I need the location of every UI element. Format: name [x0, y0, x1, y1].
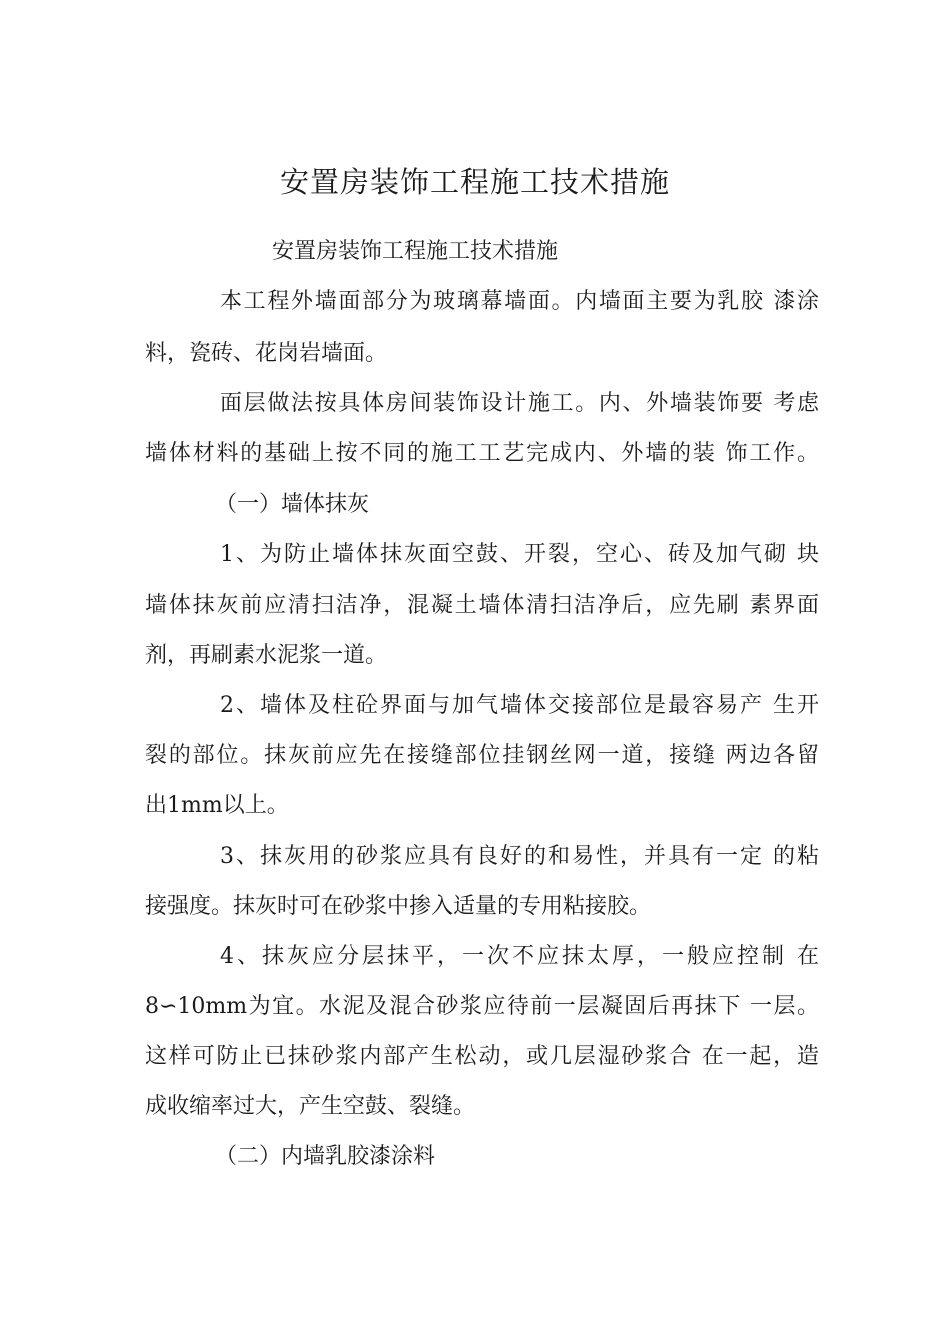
paragraph-line: 本工程外墙面部分为玻璃幕墙面。内墙面主要为乳胶 漆涂 — [220, 289, 819, 314]
paragraph-line: 成收缩率过大，产生空鼓、裂缝。 — [145, 1094, 476, 1119]
paragraph-line: 3、抹灰用的砂浆应具有良好的和易性，并具有一定 的粘 — [220, 844, 819, 869]
paragraph-line: 接强度。抹灰时可在砂浆中掺入适量的专用粘接胶。 — [145, 894, 652, 919]
paragraph-line: 2、墙体及柱砼界面与加气墙体交接部位是最容易产 生开 — [220, 693, 819, 718]
paragraph-line: 4、抹灰应分层抹平，一次不应抹太厚，一般应控制 在 — [220, 944, 819, 969]
section-heading: （二）内墙乳胶漆涂料 — [215, 1144, 436, 1169]
paragraph-line: 1、为防止墙体抹灰面空鼓、开裂，空心、砖及加气砌 块 — [220, 542, 819, 567]
paragraph-line: 料，瓷砖、花岗岩墙面。 — [145, 341, 388, 366]
paragraph-line: 面层做法按具体房间装饰设计施工。内、外墙装饰要 考虑 — [220, 391, 819, 416]
paragraph-line: 墙体材料的基础上按不同的施工工艺完成内、外墙的装 饰工作。 — [145, 441, 819, 466]
paragraph-line: 这样可防止已抹砂浆内部产生松动，或几层湿砂浆合 在一起，造 — [145, 1044, 819, 1069]
section-heading: （一）墙体抹灰 — [215, 492, 370, 517]
document-title: 安置房装饰工程施工技术措施 — [279, 165, 670, 199]
paragraph-line: 8∽10mm为宜。水泥及混合砂浆应待前一层凝固后再抹下 一层。 — [145, 994, 819, 1019]
paragraph-line: 墙体抹灰前应清扫洁净，混凝土墙体清扫洁净后，应先刷 素界面 — [145, 593, 819, 618]
document-subtitle: 安置房装饰工程施工技术措施 — [272, 239, 559, 264]
paragraph-line: 出1mm以上。 — [145, 793, 289, 818]
paragraph-line: 剂，再刷素水泥浆一道。 — [145, 643, 388, 668]
paragraph-line: 裂的部位。抹灰前应先在接缝部位挂钢丝网一道，接缝 两边各留 — [145, 743, 819, 768]
